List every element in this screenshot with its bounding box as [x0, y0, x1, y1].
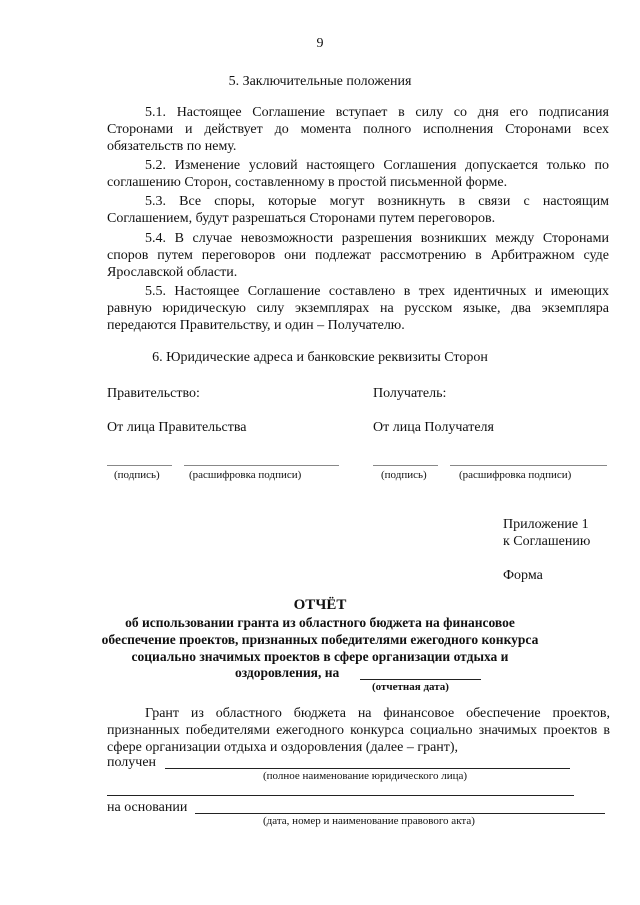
section-6-heading: 6. Юридические адреса и банковские реквизиты Сторон	[152, 350, 488, 365]
basis-line	[195, 813, 605, 814]
received-line	[165, 768, 570, 769]
government-decode-caption: (расшифровка подписи)	[189, 469, 302, 481]
government-signature-line	[107, 465, 172, 466]
report-subtitle-line-4: оздоровления, на	[235, 665, 340, 680]
page-number: 9	[316, 36, 324, 51]
recipient-decode-line	[450, 465, 607, 466]
paragraph-5-3: 5.3. Все споры, которые могут возникнуть в связи с настоящим Соглашением, будут разрешаться Сторонами путем переговоров.	[107, 194, 609, 227]
recipient-behalf: От лица Получателя	[373, 420, 494, 435]
basis-caption: (дата, номер и наименование правового акта)	[263, 815, 475, 827]
appendix-form-label: Форма	[503, 568, 543, 583]
recipient-decode-caption: (расшифровка подписи)	[459, 469, 572, 481]
paragraph-5-1: 5.1. Настоящее Соглашение вступает в силу со дня его подписания Сторонами и действует до момента полного исполнения Сторонами всех обязательств по нему.	[107, 105, 609, 155]
government-decode-line	[184, 465, 339, 466]
government-behalf: От лица Правительства	[107, 420, 247, 435]
basis-label: на основании	[107, 800, 188, 815]
government-signature-caption: (подпись)	[114, 469, 160, 481]
appendix-line-1: Приложение 1	[503, 517, 589, 532]
appendix-line-2: к Соглашению	[503, 534, 591, 549]
report-subtitle-line-3: социально значимых проектов в сфере организации отдыха и	[131, 649, 509, 664]
report-date-caption: (отчетная дата)	[372, 681, 449, 693]
paragraph-5-4: 5.4. В случае невозможности разрешения возникших между Сторонами споров путем переговоров они подлежат рассмотрению в Арбитражном суде Ярославской области.	[107, 231, 609, 281]
report-date-line	[360, 679, 481, 680]
received-continuation-line	[107, 795, 574, 796]
paragraph-5-5: 5.5. Настоящее Соглашение составлено в трех идентичных и имеющих равную юридическую силу экземплярах на русском языке, два экземпляра передаются Правительству, и один – Получателю.	[107, 284, 609, 334]
paragraph-5-2: 5.2. Изменение условий настоящего Соглашения допускается только по соглашению Сторон, составленному в простой письменной форме.	[107, 158, 609, 191]
received-caption: (полное наименование юридического лица)	[263, 770, 468, 782]
section-5-heading: 5. Заключительные положения	[228, 74, 412, 89]
report-body: Грант из областного бюджета на финансовое обеспечение проектов, признанных победителями ежегодного конкурса социально значимых проектов в сфере организации отдыха и оздоровления (далее – грант),	[107, 706, 610, 756]
report-subtitle-line-1: об использовании гранта из областного бюджета на финансовое	[125, 615, 515, 630]
government-label: Правительство:	[107, 386, 200, 401]
recipient-label: Получатель:	[373, 386, 447, 401]
recipient-signature-caption: (подпись)	[381, 469, 427, 481]
report-subtitle-line-2: обеспечение проектов, признанных победителями ежегодного конкурса	[101, 632, 539, 647]
report-title: ОТЧЁТ	[293, 597, 347, 613]
recipient-signature-line	[373, 465, 438, 466]
received-label: получен	[107, 755, 157, 770]
